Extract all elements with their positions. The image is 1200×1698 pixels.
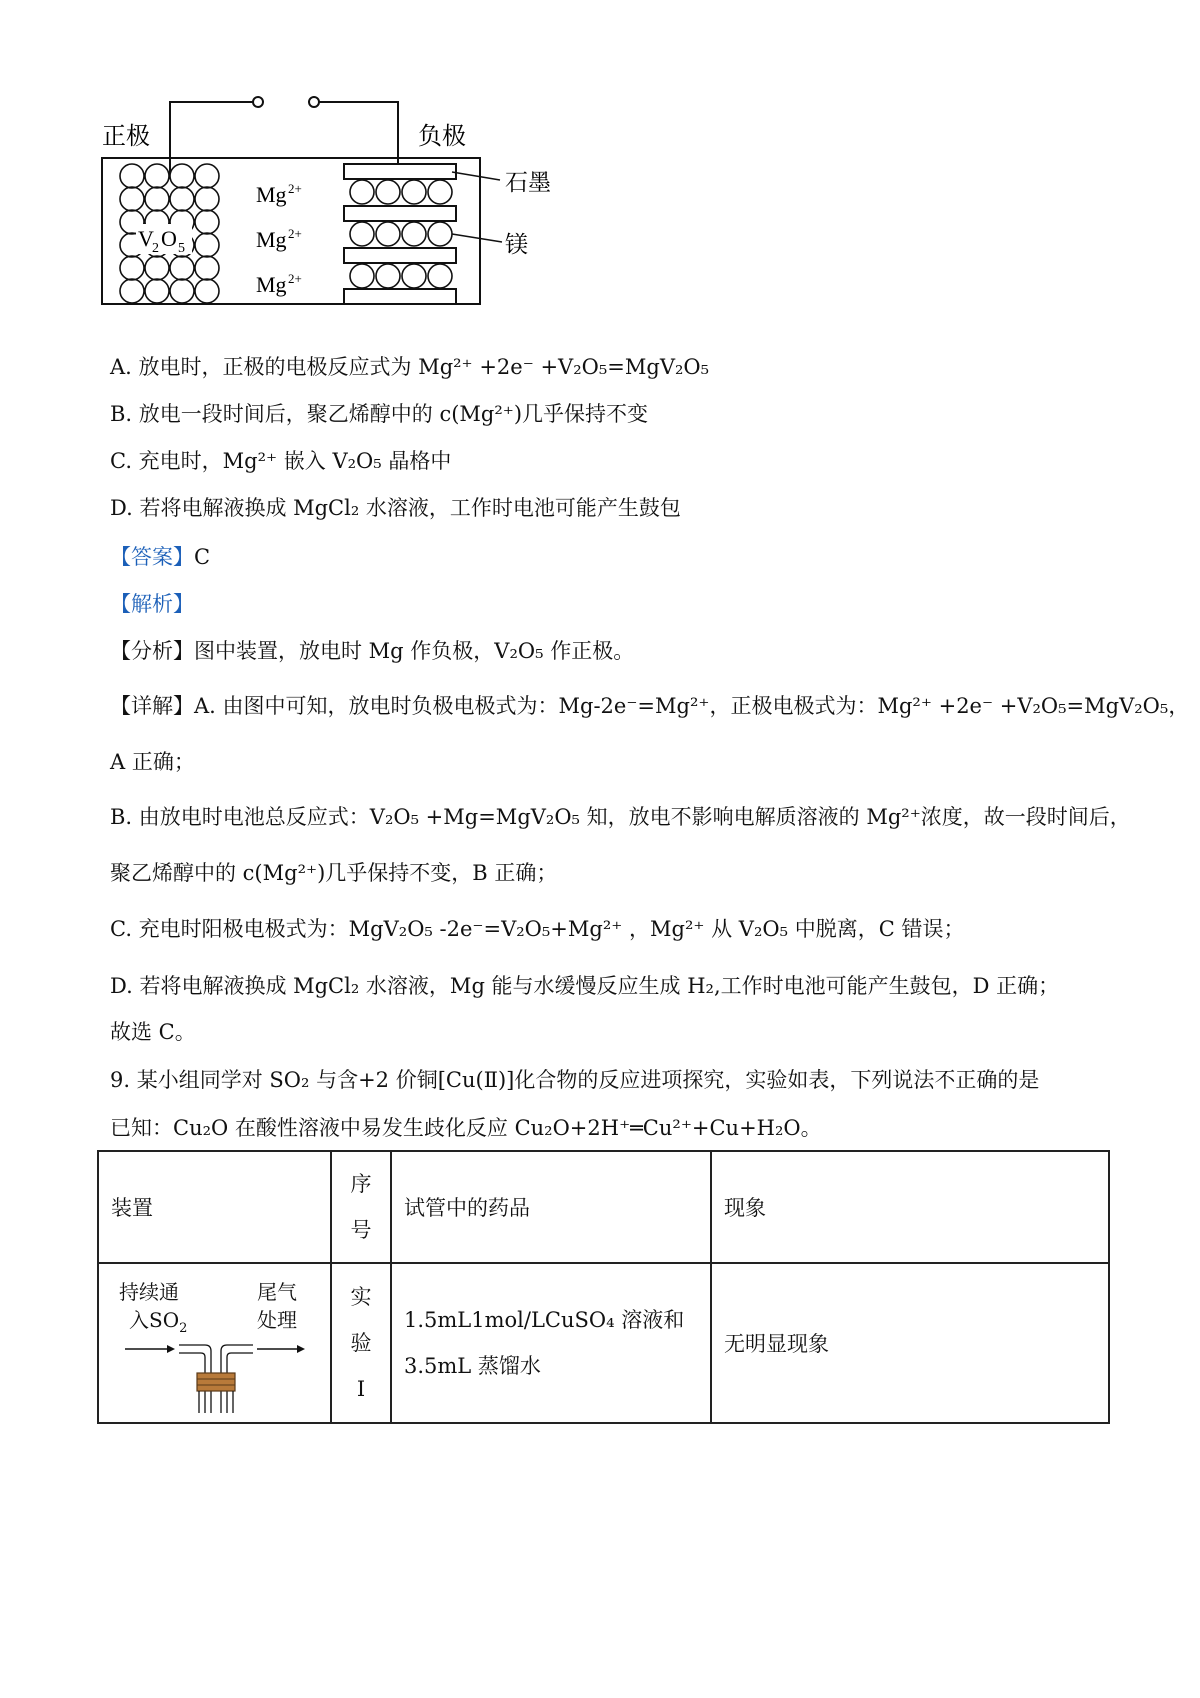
svg-text:Mg: Mg <box>256 182 287 207</box>
detail-line: D. 若将电解液换成 MgCl₂ 水溶液，Mg 能与水缓慢反应生成 H₂,工作时电池可能产生鼓包，D 正确； <box>110 974 1060 998</box>
magnesium-sphere <box>428 180 452 204</box>
detail-line: 聚乙烯醇中的 c(Mg²⁺)几乎保持不变，B 正确； <box>110 861 558 885</box>
magnesium-sphere <box>350 222 374 246</box>
apparatus-diagram <box>107 1273 317 1413</box>
experiment-table <box>97 1150 1110 1424</box>
v2o5-sphere <box>195 256 219 280</box>
outlet-label-1: 尾气 <box>257 1280 297 1304</box>
serial-cell: 实 验 Ⅰ <box>331 1263 391 1423</box>
v2o5-sphere <box>145 164 169 188</box>
magnesium-sphere <box>428 264 452 288</box>
magnesium-sphere <box>402 264 426 288</box>
reagents-cell: 1.5mL1mol/LCuSO₄ 溶液和 3.5mL 蒸馏水 <box>391 1263 711 1423</box>
svg-text:O: O <box>161 226 177 251</box>
analysis-tag: 【解析】 <box>110 592 194 616</box>
mg-ion <box>256 226 302 252</box>
svg-text:2+: 2+ <box>288 271 302 286</box>
answer-value: C <box>194 545 211 569</box>
positive-label: 正极 <box>102 122 150 150</box>
magnesium-sphere <box>428 222 452 246</box>
detail-line: B. 由放电时电池总反应式：V₂O₅ +Mg=MgV₂O₅ 知，放电不影响电解质溶液的 Mg²⁺浓度，故一段时间后， <box>110 805 1131 829</box>
answer-tag: 【答案】 <box>110 545 194 569</box>
rubber-stopper <box>197 1373 235 1391</box>
phenomenon-cell: 无明显现象 <box>711 1263 1109 1423</box>
v2o5-sphere <box>195 164 219 188</box>
magnesium-sphere <box>376 222 400 246</box>
magnesium-label: 镁 <box>505 232 528 258</box>
header-reagents: 试管中的药品 <box>391 1151 711 1263</box>
magnesium-sphere <box>402 180 426 204</box>
magnesium-sphere <box>350 264 374 288</box>
svg-text:Mg: Mg <box>256 227 287 252</box>
answer-line <box>110 543 210 571</box>
v2o5-sphere <box>195 187 219 211</box>
detail-line: C. 充电时阳极电极式为：MgV₂O₅ -2e⁻=V₂O₅+Mg²⁺ ，Mg²⁺ 从 V₂O₅ 中脱离，C 错误； <box>110 917 965 941</box>
svg-text:2+: 2+ <box>288 181 302 196</box>
inlet-arrowhead <box>167 1345 175 1353</box>
table-row <box>98 1263 1109 1423</box>
option-a: A. 放电时，正极的电极反应式为 Mg²⁺ +2e⁻ +V₂O₅=MgV₂O₅ <box>110 355 710 379</box>
magnesium-sphere <box>376 180 400 204</box>
v2o5-sphere <box>120 279 144 303</box>
option-c: C. 充电时，Mg²⁺ 嵌入 V₂O₅ 晶格中 <box>110 449 452 473</box>
analysis-intro-tag: 【分析】 <box>110 639 194 663</box>
apparatus-cell <box>98 1263 331 1423</box>
graphite-layer <box>344 248 456 263</box>
mg-ion <box>256 271 302 297</box>
magnesium-sphere <box>350 180 374 204</box>
v2o5-sphere <box>195 233 219 257</box>
battery-diagram <box>100 92 640 342</box>
v2o5-sphere <box>120 187 144 211</box>
positive-terminal <box>253 97 263 107</box>
inlet-label-1: 持续通 <box>119 1280 179 1304</box>
mg-ion <box>256 181 302 207</box>
v2o5-sphere <box>170 256 194 280</box>
svg-text:2+: 2+ <box>288 226 302 241</box>
battery-diagram-svg <box>100 92 640 342</box>
v2o5-sphere <box>120 256 144 280</box>
magnesium-spheres <box>350 180 452 288</box>
analysis-intro <box>110 637 634 665</box>
negative-wire <box>319 102 398 164</box>
v2o5-sphere <box>195 279 219 303</box>
header-phenomenon: 现象 <box>711 1151 1109 1263</box>
graphite-label: 石墨 <box>505 170 551 196</box>
detail-line: 【详解】A. 由图中可知，放电时负极电极式为：Mg-2e⁻=Mg²⁺，正极电极式为：Mg²⁺ +2e⁻ +V₂O₅=MgV₂O₅， <box>110 694 1190 718</box>
v2o5-sphere <box>170 164 194 188</box>
question-9-known: 已知：Cu₂O 在酸性溶液中易发生歧化反应 Cu₂O+2H⁺═Cu²⁺+Cu+H₂O。 <box>110 1116 822 1140</box>
magnesium-sphere <box>376 264 400 288</box>
v2o5-sphere <box>120 164 144 188</box>
header-serial: 序 号 <box>331 1151 391 1263</box>
negative-terminal <box>309 97 319 107</box>
option-b: B. 放电一段时间后，聚乙烯醇中的 c(Mg²⁺)几乎保持不变 <box>110 402 649 426</box>
outlet-label-2: 处理 <box>257 1308 297 1332</box>
svg-text:Mg: Mg <box>256 272 287 297</box>
v2o5-sphere <box>170 187 194 211</box>
v2o5-sphere <box>170 279 194 303</box>
question-9-stem: 9. 某小组同学对 SO₂ 与含+2 价铜[Cu(Ⅱ)]化合物的反应进项探究，实验如表，下列说法不正确的是 <box>110 1068 1040 1092</box>
svg-text:2: 2 <box>152 241 159 256</box>
option-d: D. 若将电解液换成 MgCl₂ 水溶液，工作时电池可能产生鼓包 <box>110 496 681 520</box>
v2o5-sphere <box>145 256 169 280</box>
header-device: 装置 <box>98 1151 331 1263</box>
graphite-pointer <box>452 172 500 180</box>
tube-apparatus-svg <box>107 1273 317 1413</box>
magnesium-pointer <box>452 234 502 242</box>
svg-text:5: 5 <box>178 241 185 256</box>
graphite-layer <box>344 289 456 304</box>
positive-wire <box>170 102 253 174</box>
v2o5-sphere <box>145 279 169 303</box>
graphite-layer <box>344 206 456 221</box>
detail-line: 故选 C。 <box>110 1020 196 1044</box>
v2o5-sphere <box>145 187 169 211</box>
graphite-layer <box>344 164 456 179</box>
table-header-row <box>98 1151 1109 1263</box>
svg-text:V: V <box>138 226 154 251</box>
analysis-intro-text: 图中装置，放电时 Mg 作负极，V₂O₅ 作正极。 <box>194 639 635 663</box>
outlet-arrowhead <box>297 1345 305 1353</box>
inlet-label-2: 入$SO_2$ <box>129 1308 188 1336</box>
v2o5-sphere <box>195 210 219 234</box>
detail-line: A 正确； <box>110 750 195 774</box>
cathode-formula <box>136 224 192 256</box>
magnesium-sphere <box>402 222 426 246</box>
negative-label: 负极 <box>418 122 466 150</box>
